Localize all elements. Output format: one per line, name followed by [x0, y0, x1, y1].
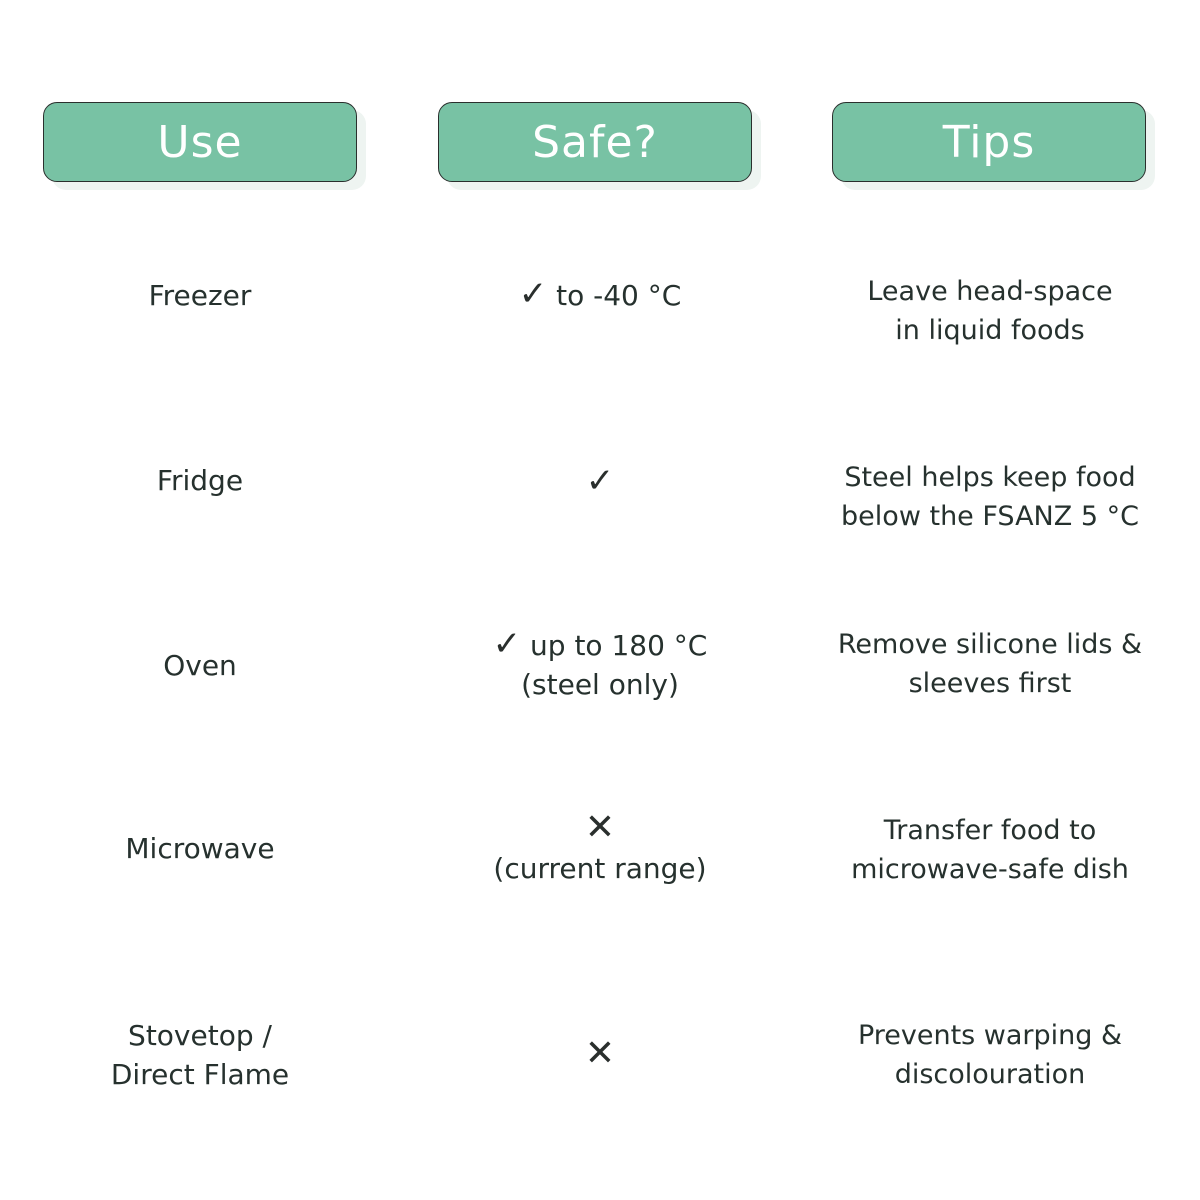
column-header-tips — [832, 102, 1146, 182]
use-label: Fridge — [156, 463, 244, 497]
tip-line: Steel helps keep food — [844, 462, 1136, 493]
column-header-tips-label: Tips — [942, 116, 1036, 168]
use-label: Oven — [163, 648, 237, 682]
safe-note: up to 180 °C — [530, 628, 708, 662]
row-freezer-safe — [440, 275, 760, 315]
row-fridge-tips — [825, 458, 1155, 536]
check-icon: ✓ — [492, 623, 522, 664]
tip-line: below the FSANZ 5 °C — [841, 501, 1139, 532]
row-oven-tips — [825, 625, 1155, 703]
tip-line: Transfer food to — [883, 815, 1097, 846]
check-icon: ✓ — [518, 274, 548, 314]
cross-icon: ✕ — [584, 807, 616, 848]
use-label: Freezer — [148, 278, 252, 312]
tip-line: microwave-safe dish — [851, 854, 1129, 885]
safe-note: (steel only) — [521, 667, 679, 701]
tip-line: Leave head-space — [867, 276, 1113, 307]
row-fridge-use — [40, 460, 360, 500]
use-label: Stovetop / — [128, 1019, 272, 1052]
row-fridge-safe — [440, 462, 760, 502]
row-microwave-tips — [825, 811, 1155, 889]
column-header-safe — [438, 102, 752, 182]
row-oven-safe — [440, 625, 760, 703]
column-header-safe-label: Safe? — [532, 116, 658, 168]
tip-line: sleeves first — [908, 668, 1072, 699]
row-microwave-safe — [440, 809, 760, 887]
safe-note: to -40 °C — [556, 279, 682, 312]
use-label: Direct Flame — [110, 1058, 290, 1091]
row-stovetop-use — [40, 1014, 360, 1096]
row-stovetop-tips — [825, 1016, 1155, 1094]
cross-icon: ✕ — [584, 1032, 616, 1074]
tip-line: Prevents warping & — [857, 1020, 1123, 1051]
safe-note: (current range) — [493, 852, 707, 885]
tip-line: discolouration — [894, 1059, 1086, 1090]
tip-line: in liquid foods — [895, 315, 1085, 346]
row-oven-use — [40, 645, 360, 685]
row-microwave-use — [40, 828, 360, 868]
row-freezer-tips — [825, 272, 1155, 350]
row-freezer-use — [40, 275, 360, 315]
row-stovetop-safe — [440, 1034, 760, 1074]
tip-line: Remove silicone lids & — [837, 629, 1143, 660]
check-icon: ✓ — [585, 461, 615, 501]
column-header-use-label: Use — [157, 116, 243, 168]
column-header-use — [43, 102, 357, 182]
use-label: Microwave — [125, 831, 275, 865]
